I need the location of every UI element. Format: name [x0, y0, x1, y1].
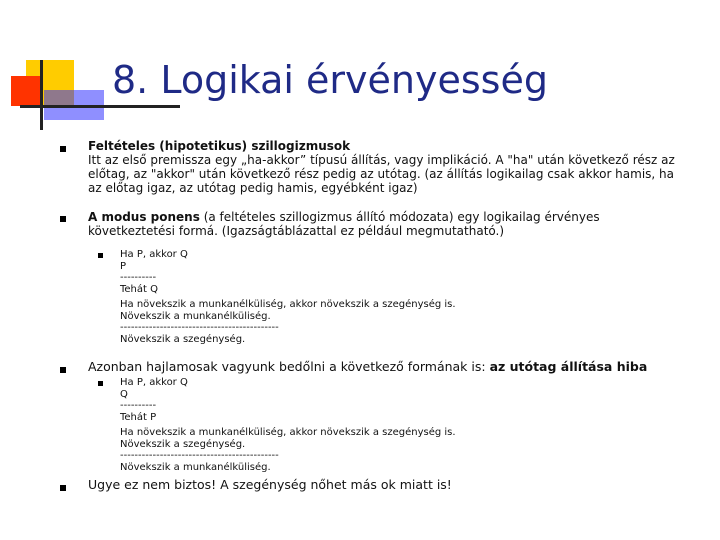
bullet-2-line: következtetési formá. (Igazságtáblázattal ez például megmutatható.) [88, 224, 505, 238]
bullet-2 [88, 210, 700, 238]
bullet-marker [60, 485, 66, 491]
example-line: Növekszik a szegénység. [120, 438, 246, 450]
example-line: Q [120, 388, 128, 400]
example-line: -------------------------------------------- [120, 450, 279, 461]
example-line: Növekszik a munkanélküliség. [120, 310, 271, 322]
decor-horizontal-line [20, 105, 180, 108]
example-line: Ha P, akkor Q [120, 249, 188, 260]
modus-ponens-term: A modus ponens [88, 210, 200, 224]
bullet-1-line: az előtag igaz, az utótag pedig hamis, egyébként igaz) [88, 181, 418, 195]
example-line: ---------- [120, 400, 157, 411]
sub-bullet-marker [98, 253, 103, 258]
sub-bullet-marker [98, 381, 103, 386]
decor-red-square [11, 76, 43, 106]
bullet-3 [88, 360, 700, 374]
bullet-1-line: előtag, az "akkor" után következő rész pedig az utótag. (az állítás logikailag csak akkor hamis, ha [88, 167, 675, 181]
bullet-2-example [120, 249, 680, 345]
example-line: Ha növekszik a munkanélküliség, akkor növekszik a szegénység is. [120, 427, 456, 438]
bullet-marker [60, 367, 66, 373]
example-line: -------------------------------------------- [120, 322, 279, 333]
slide-title: 8. Logikai érvényesség [112, 58, 548, 102]
example-line: Ha növekszik a munkanélküliség, akkor növekszik a szegénység is. [120, 299, 456, 310]
example-line: Ha P, akkor Q [120, 377, 188, 388]
decor-vertical-line [40, 60, 43, 130]
example-line: P [120, 260, 127, 272]
example-line: ---------- [120, 272, 157, 283]
bullet-marker [60, 216, 66, 222]
example-line: Tehát P [120, 411, 157, 423]
bullet-1-heading: Feltételes (hipotetikus) szillogizmusok [88, 139, 351, 153]
bullet-4-text: Ugye ez nem biztos! A szegénység nőhet más ok miatt is! [88, 477, 452, 492]
bullet-2-text: (a feltételes szillogizmus állító módozata) egy logikailag érvényes [199, 210, 600, 224]
example-line: Tehát Q [120, 283, 158, 295]
bullet-4 [88, 478, 700, 492]
bullet-1-line: Itt az első premissza egy „ha-akkor” típusú állítás, vagy implikáció. A "ha" után következő rész az [88, 153, 675, 167]
bullet-3-text: Azonban hajlamosak vagyunk bedőlni a következő formának is: [88, 359, 490, 374]
example-line: Növekszik a szegénység. [120, 333, 246, 345]
fallacy-term: az utótag állítása hiba [489, 359, 648, 374]
example-line: Növekszik a munkanélküliség. [120, 461, 271, 473]
bullet-3-example [120, 377, 680, 473]
bullet-marker [60, 146, 66, 152]
bullet-1 [88, 139, 700, 195]
